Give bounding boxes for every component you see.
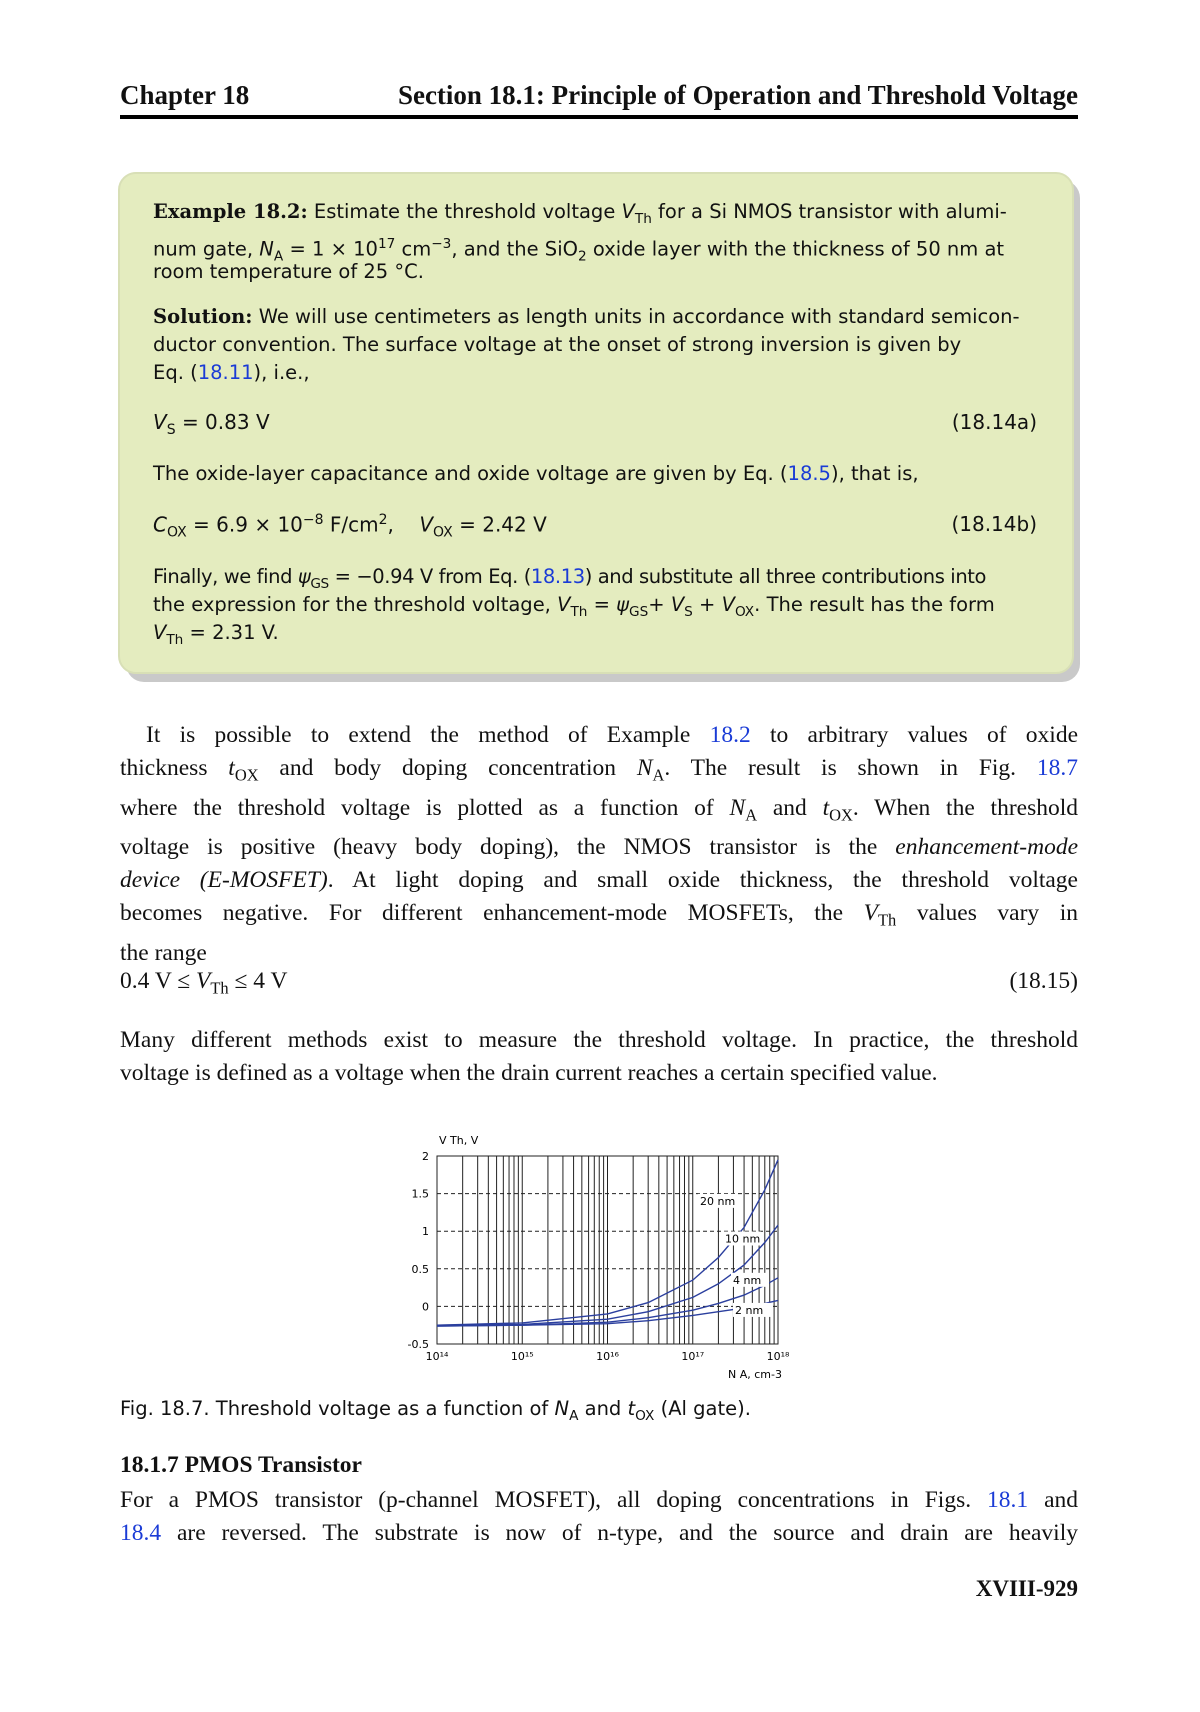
x-axis-label: N A, cm-3 [728, 1368, 782, 1381]
x-tick-label: 10¹⁴ [425, 1350, 449, 1363]
series-label: 2 nm [735, 1303, 764, 1317]
ref-eq-18-5[interactable]: 18.5 [787, 462, 831, 485]
figure-caption: Fig. 18.7. Threshold voltage as a function of $N_A$ and $t_{OX}$ (Al gate). [120, 1397, 751, 1424]
ref-fig-18-4[interactable]: 18.4 [120, 1520, 162, 1546]
y-axis-label: V Th, V [439, 1134, 479, 1147]
equation-18-14b: $C_{OX} = 6.9 \times 10^{-8}$ $F/cm^2$, $V_{OX} = 2.42$ V [153, 512, 547, 541]
ref-example-18-2[interactable]: 18.2 [709, 722, 751, 748]
y-tick-label: 0.5 [411, 1262, 429, 1276]
y-tick-label: -0.5 [407, 1338, 429, 1351]
paragraph-2: Many different methods exist to measure the threshold voltage. In practice, the threshold voltage is defined as a voltage when the drain current reaches a certain specified value. [120, 1027, 1078, 1086]
solution-line1: Solution: We will use centimeters as length units in accordance with standard semicon- [153, 305, 1020, 328]
oxide-text: The oxide-layer capacitance and oxide voltage are given by Eq. (18.5), that is, [153, 462, 919, 485]
series-label: 20 nm [700, 1194, 736, 1208]
ref-fig-18-7[interactable]: 18.7 [1036, 755, 1079, 781]
solution-line2: ductor convention. The surface voltage at the onset of strong inversion is given by [153, 333, 962, 356]
x-tick-label: 10¹⁶ [596, 1350, 619, 1363]
threshold-voltage-chart [395, 1120, 795, 1390]
series-label: 4 nm [733, 1273, 762, 1287]
y-tick-label: 2 [422, 1150, 429, 1163]
y-tick-label: 1 [422, 1225, 429, 1239]
x-tick-label: 10¹⁸ [766, 1350, 790, 1363]
ref-eq-18-13[interactable]: 18.13 [530, 565, 585, 588]
paragraph-1: It is possible to extend the method of Example 18.2 to arbitrary values of oxide thickness $t_{OX}$ and body doping concentration $N_A$. The result is shown in Fig. 18.7 where the threshold voltage is plotted as a function of $N_A$ and $t_{OX}$. When the threshold voltage is positive (heavy body doping), the NMOS transistor is the enhancement-mode device (E-MOSFET). At light doping and small oxide thickness, the threshold voltage becomes negative. For different enhancement-mode MOSFETs, the $V_{Th}$ values vary in the range [120, 722, 1079, 967]
header-rule [120, 115, 1078, 119]
equation-tag-18-15: (18.15) [1009, 968, 1078, 994]
final-line2: the expression for the threshold voltage, $V_{Th} = \psi_{GS}+ V_S + V_{OX}$. The result has the form [153, 593, 995, 620]
x-tick-label: 10¹⁵ [510, 1350, 534, 1363]
section-title: 18.1.7 PMOS Transistor [120, 1452, 362, 1478]
ref-eq-18-11[interactable]: 18.11 [197, 361, 254, 384]
final-line1: Finally, we find $\psi_{GS} = -0.94$ V from Eq. (18.13) and substitute all three contributions into [153, 565, 987, 592]
y-tick-label: 0 [422, 1300, 429, 1314]
solution-line3: Eq. (18.11), i.e., [153, 361, 310, 384]
equation-18-15: 0.4 $V \le V_{Th} \le 4$ V [120, 968, 288, 998]
example-problem-line2: num gate, $N_A = 1 \times 10^{17}$ $cm^{-3}$, and the SiO$_2$ oxide layer with the thickness of 50 nm at [153, 236, 1005, 265]
y-tick-label: 1.5 [411, 1187, 429, 1201]
ref-fig-18-1[interactable]: 18.1 [987, 1487, 1029, 1513]
section-paragraph: For a PMOS transistor (p-channel MOSFET), all doping concentrations in Figs. 18.1 and 18.4 are reversed. The substrate is now of n-type, and the source and drain are heavily [120, 1487, 1078, 1546]
equation-tag-18-14a: (18.14a) [951, 410, 1037, 434]
page-number: XVIII-929 [975, 1576, 1078, 1601]
final-line3: $V_{Th} = 2.31$ V. [153, 621, 279, 648]
x-tick-label: 10¹⁷ [681, 1350, 705, 1363]
section-header: Section 18.1: Principle of Operation and Threshold Voltage [397, 80, 1078, 110]
chapter-label: Chapter 18 [120, 80, 250, 110]
example-problem-line1: Example 18.2: Estimate the threshold voltage $V_{Th}$ for a Si NMOS transistor with alumi- [153, 200, 1007, 227]
series-label: 10 nm [725, 1232, 761, 1246]
example-problem-line3: room temperature of 25 °C. [153, 260, 424, 283]
equation-18-14a: $V_S = 0.83$ V [153, 410, 270, 438]
equation-tag-18-14b: (18.14b) [951, 512, 1037, 536]
